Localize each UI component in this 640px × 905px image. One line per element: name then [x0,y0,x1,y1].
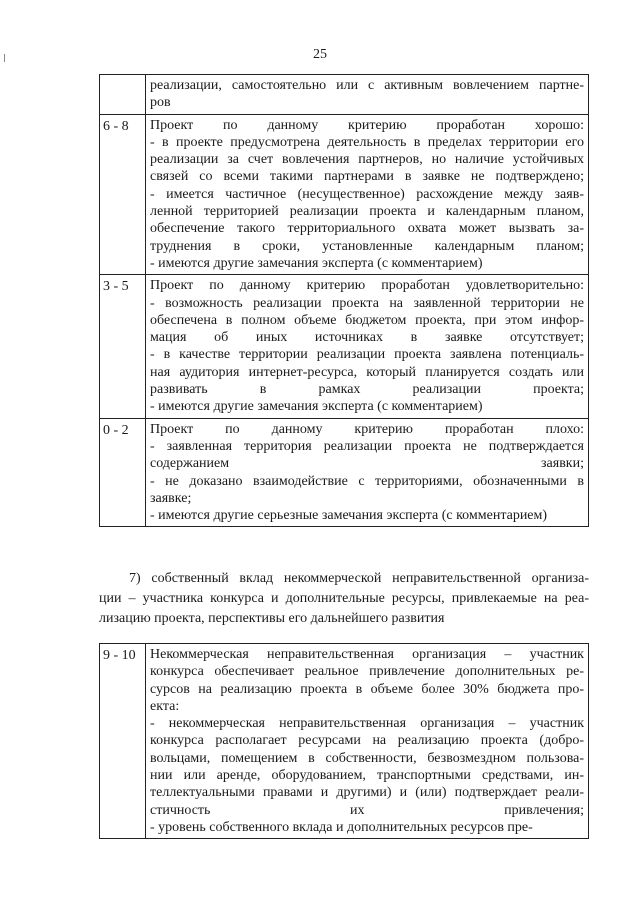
description-line: Проект по данному критерию проработан хорошо: [150,117,584,133]
criteria-row [100,114,589,275]
description-line: реализации за счет вовлечения партнеров, но наличие устойчивых [150,152,584,168]
description-line: связей со всеми такими партнерами в заявке не подтверждено; [150,169,584,185]
description-line: - заявленная территория реализации проекта не подтверждается [150,438,584,454]
criteria-row [100,644,589,839]
criteria-row [100,75,589,115]
score-range-cell: 9 - 10 [100,644,146,839]
description-line: Проект по данному критерию проработан удовлетворительно: [150,278,584,294]
description-line: труднения в сроки, установленные календарным планом; [150,238,584,254]
score-range-cell: 6 - 8 [100,114,146,275]
description-line: - в проекте предусмотрена деятельность в пределах территории его [150,134,584,150]
description-line: вольцами, помещением в собственности, безвозмездном пользова- [150,750,584,766]
description-line: мация об иных источниках в заявке отсутствует; [150,330,584,346]
description-line: обеспечение такого территориального охвата может вызвать за- [150,221,584,237]
section-7-heading [99,569,589,629]
description-line: нии или аренде, оборудованием, транспортными средствами, ин- [150,768,584,784]
criteria-description-cell [146,114,589,275]
description-line: обеспечена в полном объеме бюджетом проекта, при этом инфор- [150,312,584,328]
description-line: - возможность реализации проекта на заявленной территории не [150,295,584,311]
criteria-row [100,275,589,418]
description-line: Проект по данному критерию проработан плохо: [150,421,584,437]
score-range-cell: 3 - 5 [100,275,146,418]
description-line: ленной территорией реализации проекта и календарным планом, [150,204,584,220]
section-7-line: ции – участника конкурса и дополнительные ресурсы, привлекаемые на реа- [99,591,589,606]
section-7-line: 7) собственный вклад некоммерческой неправительственной организа- [129,571,589,586]
criteria-table-body [100,75,589,527]
description-line: - некоммерческая неправительственная организация – участник [150,716,584,732]
description-line: Некоммерческая неправительственная организация – участник [150,647,584,662]
criteria-description-cell [146,418,589,527]
description-line: ная аудитория интернет-ресурса, который планируется создать или [150,364,584,380]
page-number: 25 [313,47,327,62]
criteria-description-cell [146,275,589,418]
description-line: - не доказано взаимодействие с территориями, обозначенными в [150,473,584,489]
description-line: ров [150,95,171,111]
section-7-line: лизацию проекта, перспективы его дальнейшего развития [99,611,445,626]
description-line: - имеются другие замечания эксперта (с комментарием) [150,399,483,415]
criteria-table-body [100,644,589,839]
description-line: стичность их привлечения; [150,802,584,818]
description-line: екта: [150,698,180,714]
description-line: - имеется частичное (несущественное) расхождение между заяв- [150,186,584,202]
description-line: развивать в рамках реализации проекта; [150,382,584,398]
description-line: реализации, самостоятельно или с активным вовлечением партне- [150,78,584,93]
score-range-cell: 0 - 2 [100,418,146,527]
description-line: конкурса обеспечивает реальное привлечение дополнительных ре- [150,664,584,680]
description-line: теллектуальными правами и другими) и (или) подтверждает реали- [150,785,584,801]
criteria-description-cell [146,644,589,839]
score-range-cell [100,75,146,115]
description-line: - имеются другие серьезные замечания эксперта (с комментарием) [150,508,548,524]
criteria-table-own-contribution [99,643,589,839]
description-line: - имеются другие замечания эксперта (с комментарием) [150,255,483,271]
criteria-row [100,418,589,527]
description-line: - в качестве территории реализации проекта заявлена потенциаль- [150,347,584,363]
description-line: конкурса располагает ресурсами на реализацию проекта (добро- [150,733,584,749]
description-line: сурсов на реализацию проекта в объеме более 30% бюджета про- [150,681,584,697]
description-line: - уровень собственного вклада и дополнительных ресурсов пре- [150,819,533,835]
description-line: заявке; [150,490,192,506]
criteria-table-territory [99,74,589,527]
description-line: содержанием заявки; [150,456,584,472]
criteria-description-cell [146,75,589,115]
